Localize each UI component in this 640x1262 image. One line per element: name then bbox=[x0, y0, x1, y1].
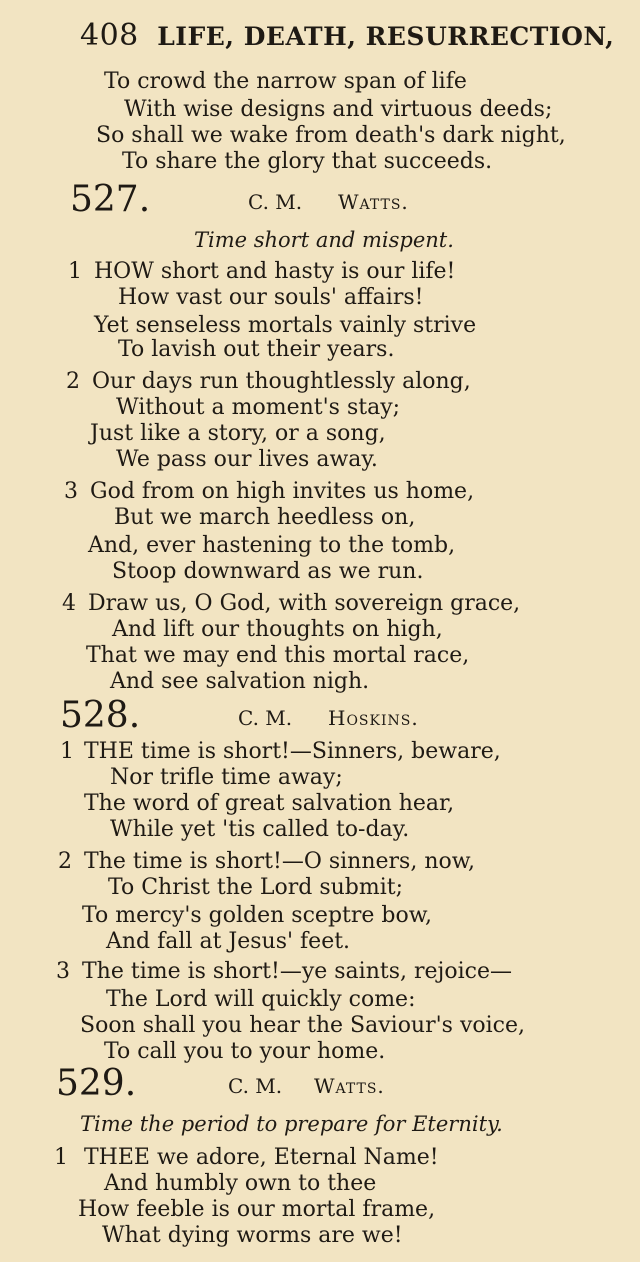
verse-line: We pass our lives away. bbox=[116, 447, 378, 472]
verse-number: 1 bbox=[60, 739, 74, 764]
verse-line: And humbly own to thee bbox=[104, 1171, 377, 1196]
verse-number: 3 bbox=[64, 479, 78, 504]
hymn-subtitle: Time short and mispent. bbox=[194, 228, 454, 252]
verse-line: God from on high invites us home, bbox=[90, 479, 475, 504]
verse-line: To lavish out their years. bbox=[118, 337, 395, 362]
hymn-heading bbox=[60, 696, 620, 736]
hymn-heading bbox=[56, 1064, 616, 1104]
verse-line: But we march heedless on, bbox=[114, 505, 416, 530]
hymn-author: Watts. bbox=[338, 190, 409, 214]
hymn-meter: C. M. bbox=[248, 190, 303, 214]
verse-number: 1 bbox=[68, 259, 82, 284]
section-title: LIFE, DEATH, RESURRECTION, bbox=[157, 22, 615, 51]
verse-line: Yet senseless mortals vainly strive bbox=[94, 313, 477, 338]
continuation-line: To share the glory that succeeds. bbox=[122, 149, 493, 174]
verse-number: 4 bbox=[62, 591, 76, 616]
hymn-meter: C. M. bbox=[228, 1074, 283, 1098]
verse-line: Without a moment's stay; bbox=[116, 395, 401, 420]
verse-line: The Lord will quickly come: bbox=[106, 987, 416, 1012]
hymn-number: 528. bbox=[60, 695, 141, 736]
verse-line: To mercy's golden sceptre bow, bbox=[82, 903, 432, 928]
verse-line: Our days run thoughtlessly along, bbox=[92, 369, 471, 394]
verse-number: 3 bbox=[56, 959, 70, 984]
hymn-author: Hoskins. bbox=[328, 706, 419, 730]
verse-line: Nor trifle time away; bbox=[110, 765, 343, 790]
verse-line: The time is short!—O sinners, now, bbox=[84, 849, 475, 874]
verse-line: How feeble is our mortal frame, bbox=[78, 1197, 436, 1222]
verse-line: How vast our souls' affairs! bbox=[118, 285, 424, 310]
page-number: 408 bbox=[80, 18, 139, 53]
verse-line: And lift our thoughts on high, bbox=[112, 617, 443, 642]
continuation-line: So shall we wake from death's dark night, bbox=[96, 123, 566, 148]
verse-line: Stoop downward as we run. bbox=[112, 559, 424, 584]
continuation-line: To crowd the narrow span of life bbox=[104, 69, 467, 94]
hymn-heading bbox=[70, 180, 610, 220]
verse-line: THE time is short!—Sinners, beware, bbox=[84, 739, 501, 764]
verse-line: That we may end this mortal race, bbox=[86, 643, 470, 668]
verse-line: HOW short and hasty is our life! bbox=[94, 259, 456, 284]
verse-line: The time is short!—ye saints, rejoice— bbox=[82, 959, 512, 984]
verse-line: To Christ the Lord submit; bbox=[108, 875, 404, 900]
hymn-number: 529. bbox=[56, 1063, 137, 1104]
verse-line: And see salvation nigh. bbox=[110, 669, 370, 694]
hymn-subtitle: Time the period to prepare for Eternity. bbox=[80, 1112, 503, 1136]
verse-line: Soon shall you hear the Saviour's voice, bbox=[80, 1013, 525, 1038]
verse-line: To call you to your home. bbox=[104, 1039, 386, 1064]
verse-number: 1 bbox=[54, 1145, 68, 1170]
verse-line: And, ever hastening to the tomb, bbox=[88, 533, 456, 558]
verse-line: THEE we adore, Eternal Name! bbox=[84, 1145, 439, 1170]
verse-line: The word of great salvation hear, bbox=[84, 791, 455, 816]
continuation-line: With wise designs and virtuous deeds; bbox=[124, 97, 553, 122]
verse-line: While yet 'tis called to-day. bbox=[110, 817, 410, 842]
hymn-meter: C. M. bbox=[238, 706, 293, 730]
verse-line: What dying worms are we! bbox=[102, 1223, 403, 1248]
verse-line: Just like a story, or a song, bbox=[90, 421, 386, 446]
hymn-number: 527. bbox=[70, 179, 151, 220]
verse-line: And fall at Jesus' feet. bbox=[106, 929, 351, 954]
verse-number: 2 bbox=[58, 849, 72, 874]
verse-line: Draw us, O God, with sovereign grace, bbox=[88, 591, 521, 616]
hymn-author: Watts. bbox=[314, 1074, 385, 1098]
page-header bbox=[80, 18, 620, 64]
verse-number: 2 bbox=[66, 369, 80, 394]
